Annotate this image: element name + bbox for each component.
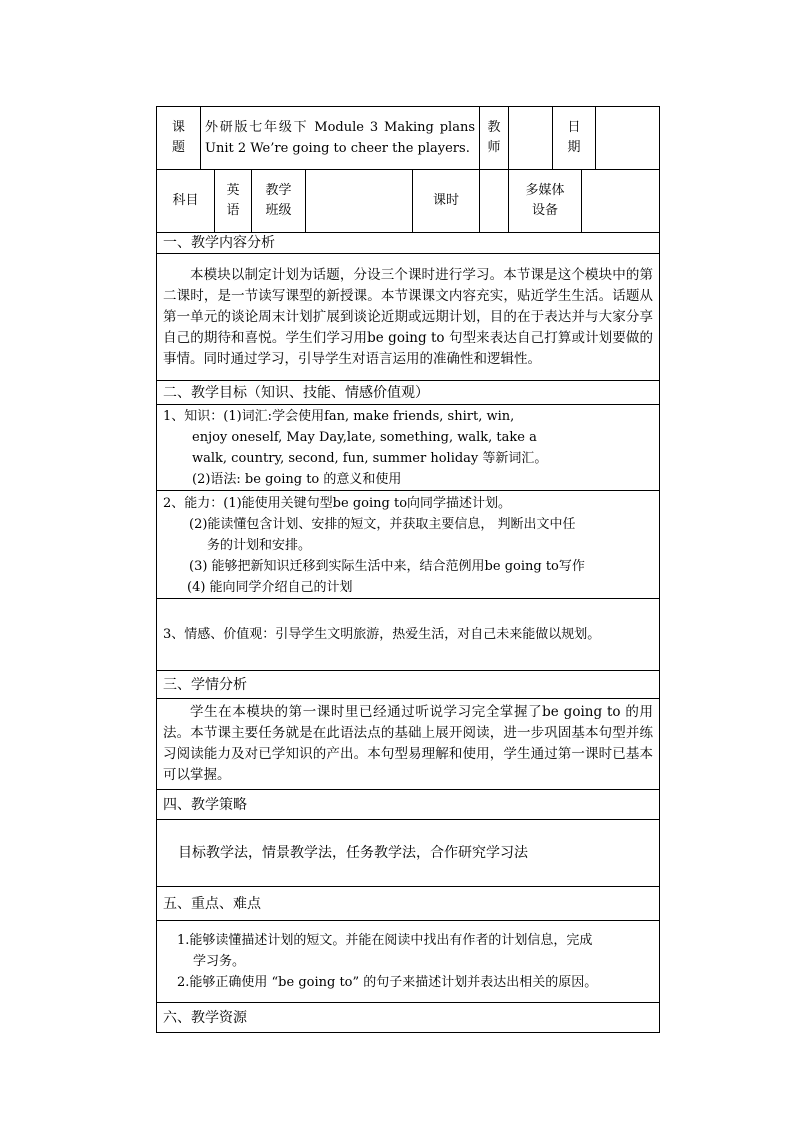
teacher-label: 教师 — [487, 120, 501, 155]
section4-heading-row — [157, 790, 660, 820]
section2-heading-row — [157, 381, 660, 405]
section5-body-row — [157, 921, 660, 1003]
section1-heading-row — [157, 233, 660, 254]
lesson-plan-table — [156, 106, 660, 1033]
class-label-cell — [252, 170, 306, 233]
header-row-2 — [157, 170, 660, 233]
topic-text: 外研版七年级下 Module 3 Making plans Unit 2 We’re going to cheer the players. — [201, 107, 480, 170]
subject-value: 英语 — [226, 183, 240, 218]
section4-body-row — [157, 820, 660, 887]
section6-heading: 六、教学资源 — [157, 1003, 660, 1033]
teacher-label-cell — [480, 107, 509, 170]
date-label: 日期 — [567, 120, 581, 155]
class-label: 教学班级 — [265, 183, 292, 218]
keypoint-line: 2.能够正确使用 “be going to” 的句子来描述计划并表达出相关的原因。 — [177, 975, 598, 990]
period-label: 课时 — [413, 170, 480, 233]
section1-body: 本模块以制定计划为话题，分设三个课时进行学习。本节课是这个模块中的第二课时，是一节读写课型的新授课。本节课课文内容充实，贴近学生生活。话题从第一单元的谈论周末计划扩展到谈论近期或远期计划，目的在于表达并与大家分享自己的期待和喜悦。学生们学习用be going to 句型来表达自己打算或计划要做的事情。同时通过学习，引导学生对语言运用的准确性和逻辑性。 — [157, 254, 660, 381]
section1-heading: 一、教学内容分析 — [157, 233, 660, 254]
knowledge-cell — [157, 405, 660, 491]
keypoint-line: 学习务。 — [193, 954, 246, 969]
section1-body-row — [157, 254, 660, 381]
class-value — [306, 170, 413, 233]
knowledge-line: enjoy oneself, May Day,late, something, walk, take a — [192, 430, 537, 445]
subject-label: 科目 — [157, 170, 215, 233]
section3-heading-row — [157, 671, 660, 699]
topic-label-cell — [157, 107, 201, 170]
media-label: 多媒体设备 — [525, 183, 565, 218]
ability-line: (2)能读懂包含计划、安排的短文，并获取主要信息， 判断出文中任 — [189, 517, 576, 532]
date-label-cell — [553, 107, 596, 170]
section4-body: 目标教学法，情景教学法，任务教学法，合作研究学习法 — [157, 820, 660, 887]
section6-heading-row — [157, 1003, 660, 1033]
media-value — [582, 170, 660, 233]
keypoint-line: 1.能够读懂描述计划的短文。并能在阅读中找出有作者的计划信息，完成 — [177, 933, 593, 948]
section3-body: 学生在本模块的第一课时里已经通过听说学习完全掌握了be going to 的用法。本节课主要任务就是在此语法点的基础上展开阅读，进一步巩固基本句型并练习阅读能力及对已学知识的产出。本句型易理解和使用，学生通过第一课时已基本可以掌握。 — [157, 699, 660, 790]
topic-label: 课题 — [172, 120, 186, 155]
section5-heading: 五、重点、难点 — [157, 887, 660, 921]
media-label-cell — [509, 170, 582, 233]
section5-cell — [157, 921, 660, 1003]
section5-heading-row — [157, 887, 660, 921]
emotion-row — [157, 599, 660, 671]
header-row-1 — [157, 107, 660, 170]
section3-heading: 三、学情分析 — [157, 671, 660, 699]
ability-row — [157, 491, 660, 599]
subject-value-cell — [215, 170, 252, 233]
ability-line: 务的计划和安排。 — [207, 538, 312, 553]
knowledge-row — [157, 405, 660, 491]
ability-line: (3) 能够把新知识迁移到实际生活中来，结合范例用be going to写作 — [189, 559, 585, 574]
section3-body-row — [157, 699, 660, 790]
section4-heading: 四、教学策略 — [157, 790, 660, 820]
emotion-text: 3、情感、价值观：引导学生文明旅游，热爱生活，对自己未来能做以规划。 — [157, 599, 660, 671]
knowledge-line: (2)语法: be going to 的意义和使用 — [192, 472, 402, 487]
ability-line: (4) 能向同学介绍自己的计划 — [187, 580, 353, 595]
teacher-value — [509, 107, 553, 170]
date-value — [596, 107, 660, 170]
lesson-plan-page — [156, 106, 659, 1033]
ability-line: 2、能力：(1)能使用关键句型be going to向同学描述计划。 — [163, 496, 512, 511]
knowledge-line: 1、知识：(1)词汇:学会使用fan, make friends, shirt, win, — [163, 409, 515, 424]
knowledge-line: walk, country, second, fun, summer holiday 等新词汇。 — [192, 451, 548, 466]
section2-heading: 二、教学目标（知识、技能、情感价值观） — [157, 381, 660, 405]
period-value — [480, 170, 509, 233]
ability-cell — [157, 491, 660, 599]
